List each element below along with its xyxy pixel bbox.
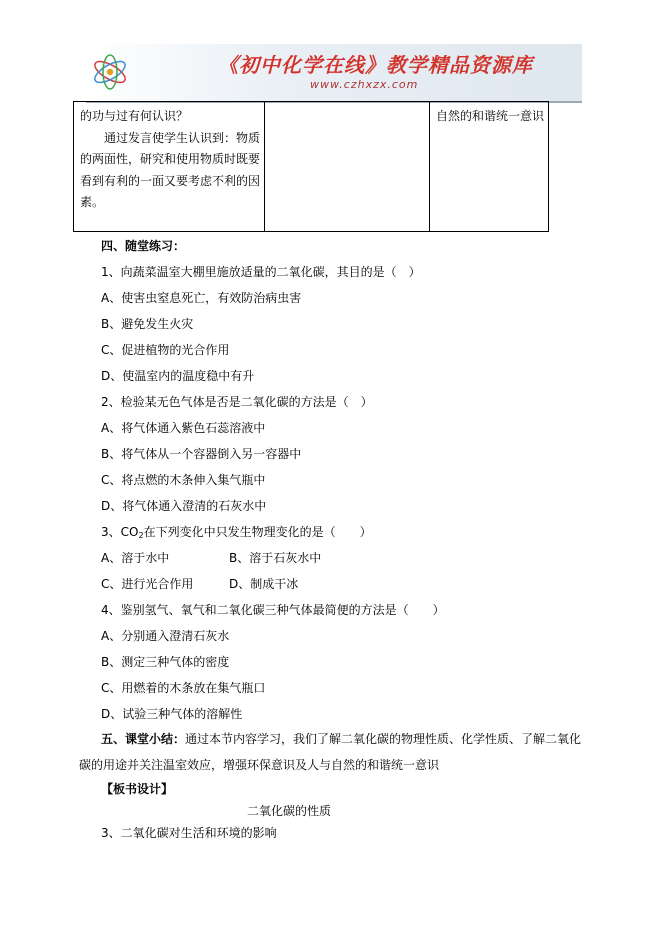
atom-logo-icon — [90, 50, 130, 94]
q3-text: 在下列变化中只发生物理变化的是（ ） — [143, 525, 372, 539]
table-cell-goal — [430, 102, 549, 232]
q2-option-b: B、将气体从一个容器倒入另一容器中 — [101, 447, 302, 461]
q3-prefix: 3、CO — [101, 525, 139, 539]
q4-option-c: C、用燃着的木条放在集气瓶口 — [101, 681, 266, 695]
q1-option-a: A、使害虫窒息死亡，有效防治病虫害 — [101, 291, 302, 305]
board-item-3: 3、二氧化碳对生活和环境的影响 — [101, 826, 277, 840]
lesson-table-fragment — [73, 101, 549, 232]
q4-option-b: B、测定三种气体的密度 — [101, 655, 230, 669]
q2-option-a: A、将气体通入紫色石蕊溶液中 — [101, 421, 266, 435]
section5-text: 通过本节内容学习，我们了解二氧化碳的物理性质、化学性质、了解二氧化碳的用途并关注温室效应，增强环保意识及人与自然的和谐统一意识 — [79, 732, 582, 772]
cell-text-goal: 自然的和谐统一意识 — [436, 109, 545, 123]
q3-option-b: B、溶于石灰水中 — [229, 551, 322, 565]
q2-option-c: C、将点燃的木条伸入集气瓶中 — [101, 473, 266, 487]
q4-option-a: A、分别通入澄清石灰水 — [101, 629, 230, 643]
site-url: www.czhxzx.com — [310, 78, 419, 91]
q1-option-c: C、促进植物的光合作用 — [101, 343, 230, 357]
q3-option-a: A、溶于水中 — [101, 551, 170, 565]
question-3 — [101, 523, 372, 540]
table-cell-empty — [265, 102, 430, 232]
section5-summary — [79, 726, 589, 778]
cell-text-question: 的功与过有何认识？ — [80, 109, 189, 123]
question-4: 4、鉴别氢气、氧气和二氧化碳三种气体最简便的方法是（ ） — [101, 603, 445, 617]
q3-subscript: 2 — [138, 531, 144, 540]
q2-option-d: D、将气体通入澄清的石灰水中 — [101, 499, 267, 513]
q1-option-d: D、使温室内的温度稳中有升 — [101, 369, 255, 383]
q1-option-b: B、避免发生火灾 — [101, 317, 194, 331]
resource-header-banner — [86, 44, 582, 103]
table-cell-activity — [74, 102, 265, 232]
question-2: 2、检验某无色气体是否是二氧化碳的方法是（ ） — [101, 395, 373, 409]
cell-text-conclusion: 通过发言使学生认识到：物质的两面性，研究和使用物质时既要看到有利的一面又要考虑不利的因素。 — [80, 130, 261, 209]
brand-title: 《初中化学在线》教学精品资源库 — [218, 53, 533, 77]
board-design-title: 【板书设计】 — [101, 782, 174, 796]
section4-title: 四、随堂练习： — [101, 239, 186, 253]
board-center-title: 二氧化碳的性质 — [247, 804, 332, 818]
q3-option-d: D、制成干冰 — [229, 577, 299, 591]
section5-title: 五、课堂小结 — [101, 732, 174, 746]
section5-colon: ： — [173, 732, 186, 746]
q4-option-d: D、试验三种气体的溶解性 — [101, 707, 243, 721]
question-1: 1、向蔬菜温室大棚里施放适量的二氧化碳，其目的是（ ） — [101, 265, 421, 279]
q3-option-c: C、进行光合作用 — [101, 577, 194, 591]
